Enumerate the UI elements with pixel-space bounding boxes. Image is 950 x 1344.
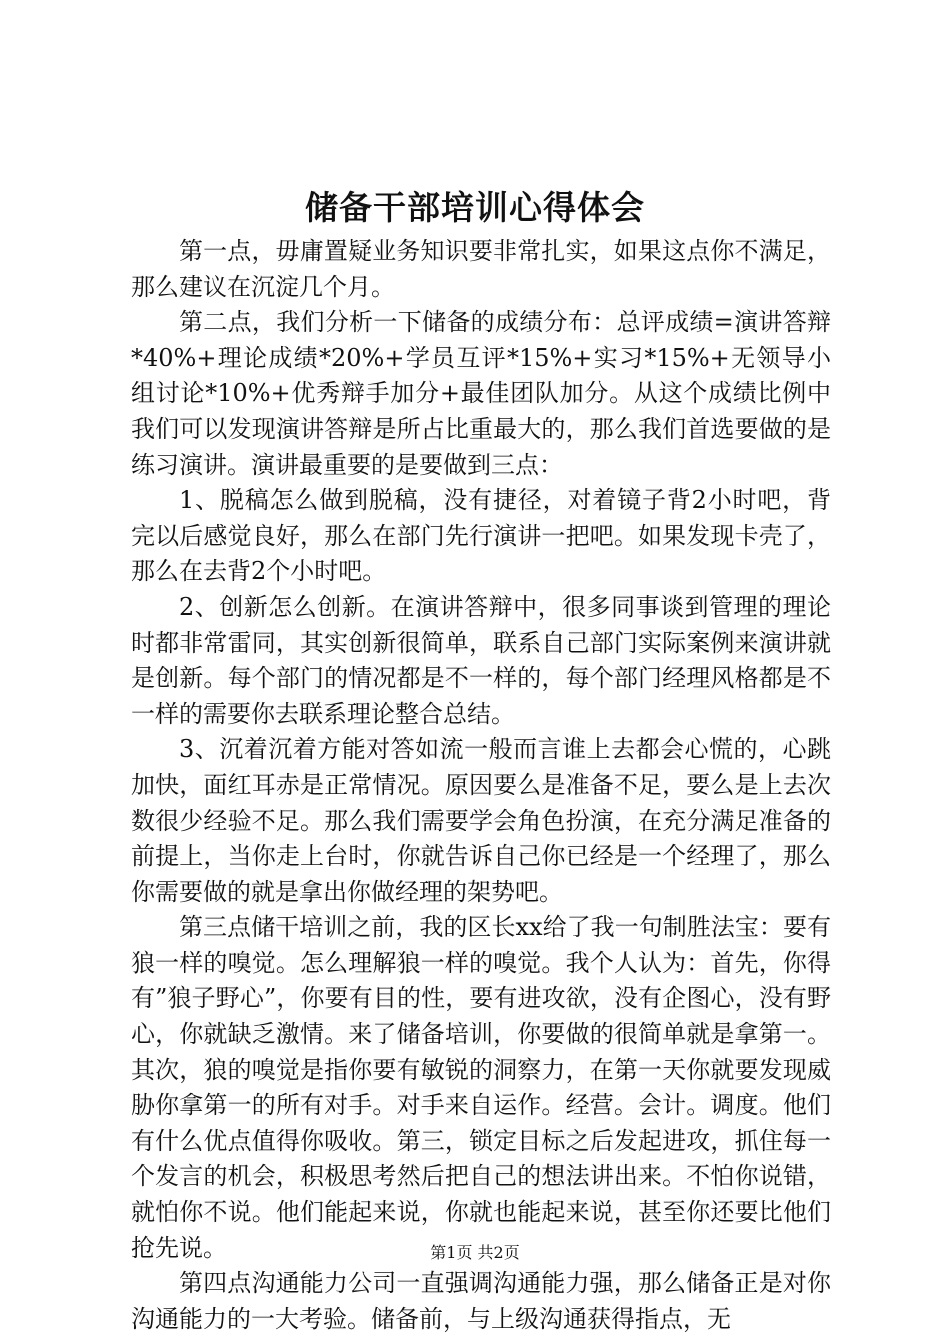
document-title: 储备干部培训心得体会	[305, 188, 645, 227]
paragraph-item-1: 1、脱稿怎么做到脱稿，没有捷径，对着镜子背2小时吧，背完以后感觉良好，那么在部门先行演讲一把吧。如果发现卡壳了，那么在去背2个小时吧。	[131, 486, 831, 586]
paragraph-item-3: 3、沉着沉着方能对答如流一般而言谁上去都会心慌的，心跳加快，面红耳赤是正常情况。原因要么是准备不足，要么是上去次数很少经验不足。那么我们需要学会角色扮演，在充分满足准备的前提上，当你走上台时，你就告诉自己你已经是一个经理了，那么你需要做的就是拿出你做经理的架势吧。	[131, 735, 831, 906]
paragraph-item-2: 2、创新怎么创新。在演讲答辩中，很多同事谈到管理的理论时都非常雷同，其实创新很简单，联系自己部门实际案例来演讲就是创新。每个部门的情况都是不一样的，每个部门经理风格都是不一样的需要你去联系理论整合总结。	[131, 592, 831, 728]
paragraph-point-1: 第一点，毋庸置疑业务知识要非常扎实，如果这点你不满足，那么建议在沉淀几个月。	[131, 237, 831, 301]
paragraph-point-4: 第四点沟通能力公司一直强调沟通能力强，那么储备正是对你沟通能力的一大考验。储备前，与上级沟通获得指点，无	[131, 1269, 831, 1333]
paragraph-point-3: 第三点储干培训之前，我的区长xx给了我一句制胜法宝：要有狼一样的嗅觉。怎么理解狼一样的嗅觉。我个人认为：首先，你得有”狼子野心”，你要有目的性，要有进攻欲，没有企图心，没有野心，你就缺乏激情。来了储备培训，你要做的很简单就是拿第一。其次，狼的嗅觉是指你要有敏锐的洞察力，在第一天你就要发现威胁你拿第一的所有对手。对手来自运作。经营。会计。调度。他们有什么优点值得你吸收。第三，锁定目标之后发起进攻，抓住每一个发言的机会，积极思考然后把自己的想法讲出来。不怕你说错，就怕你不说。他们能起来说，你就也能起来说，甚至你还要比他们抢先说。	[131, 913, 831, 1262]
document-body	[131, 234, 831, 1337]
page-footer: 第1页 共2页	[430, 1243, 520, 1262]
paragraph-point-2: 第二点，我们分析一下储备的成绩分布：总评成绩=演讲答辩*40%+理论成绩*20%+学员互评*15%+实习*15%+无领导小组讨论*10%+优秀辩手加分+最佳团队加分。从这个成绩比例中我们可以发现演讲答辩是所占比重最大的，那么我们首选要做的是练习演讲。演讲最重要的是要做到三点：	[131, 308, 831, 479]
